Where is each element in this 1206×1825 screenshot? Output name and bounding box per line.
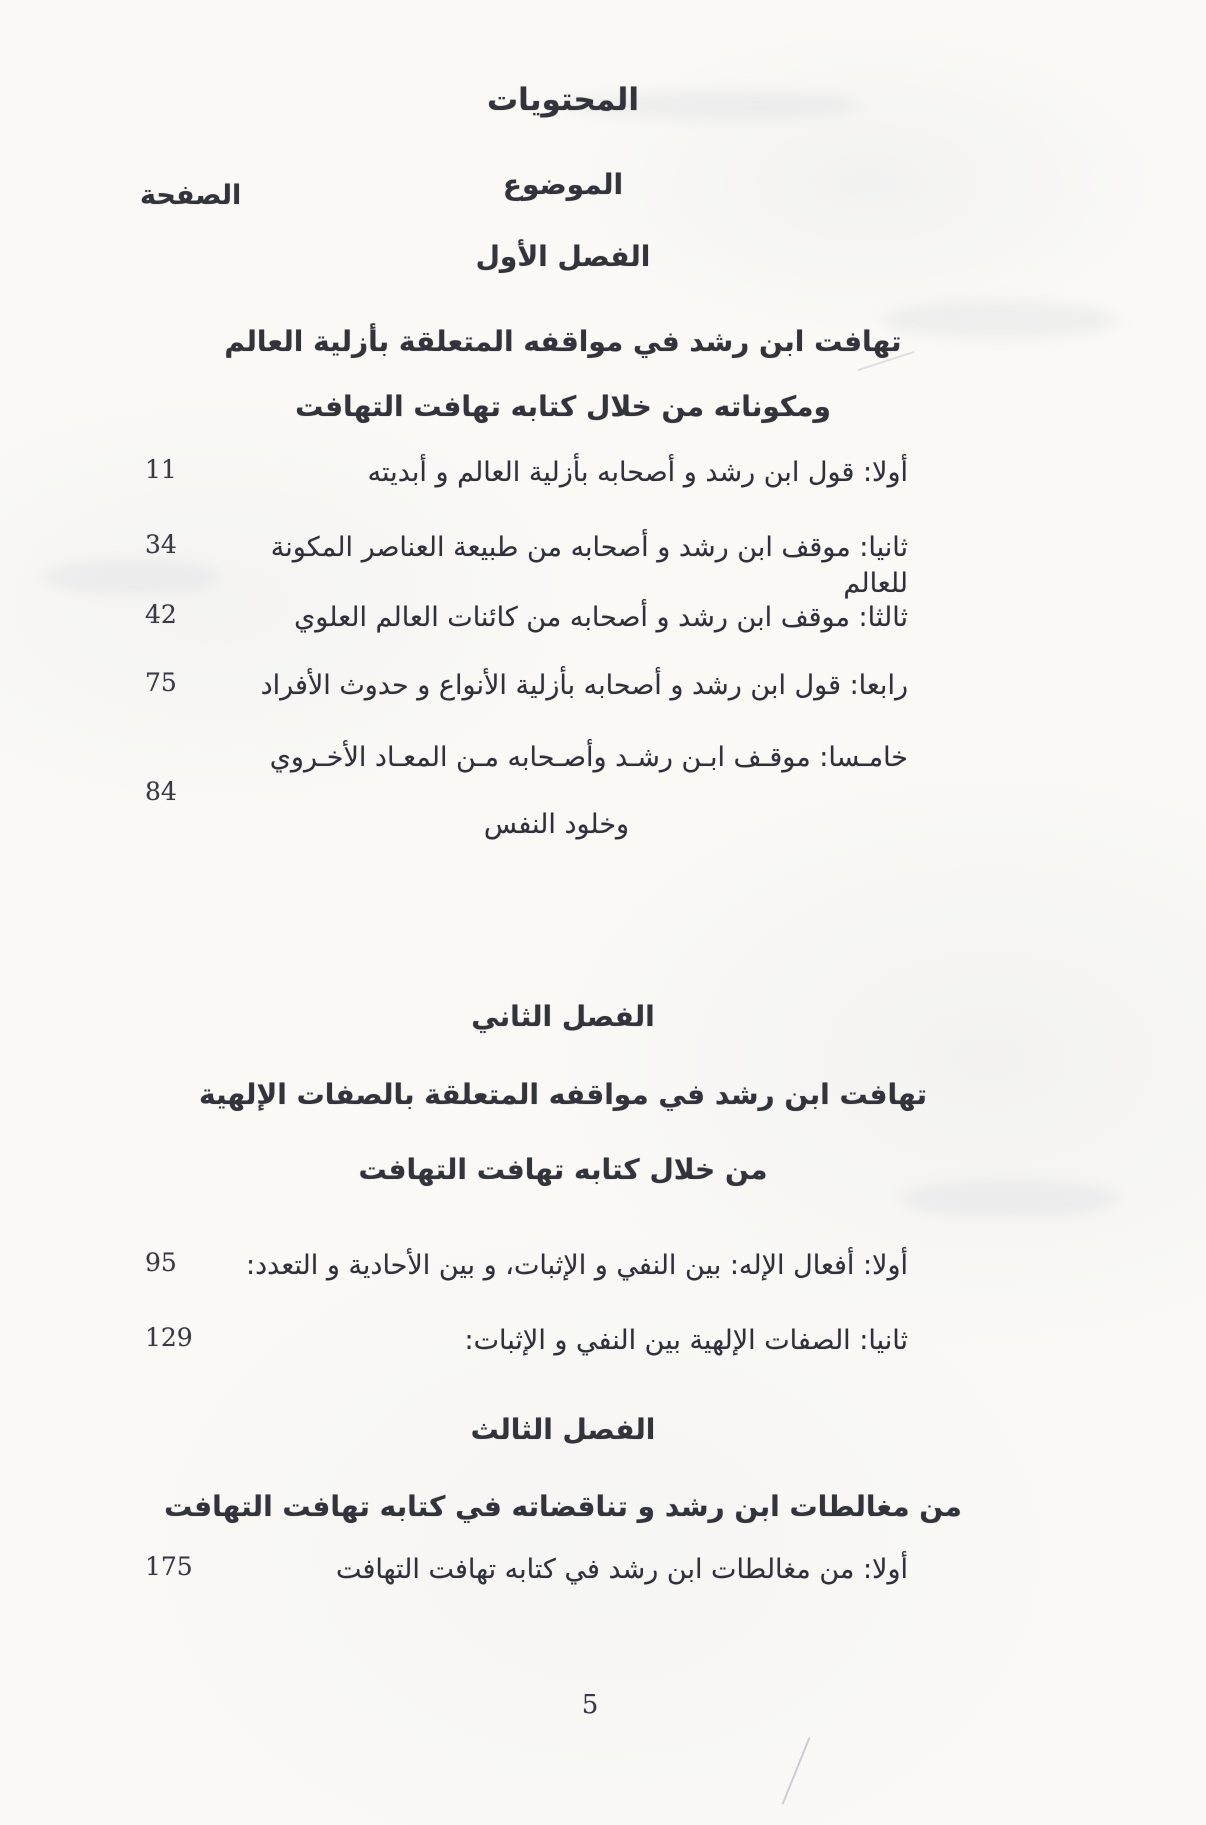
toc-entry bbox=[145, 455, 908, 491]
entry-page-number: 129 bbox=[145, 1323, 193, 1352]
column-header-page: الصفحة bbox=[140, 180, 242, 211]
chapter-2-heading: الفصل الثاني bbox=[471, 1000, 655, 1033]
toc-entry bbox=[145, 740, 908, 843]
chapter-1-subtitle-line-2: ومكوناته من خلال كتابه تهافت التهافت bbox=[295, 390, 831, 423]
entry-title: ثانيا: الصفات الإلهية بين النفي و الإثبات: bbox=[464, 1325, 908, 1356]
chapter-1-heading: الفصل الأول bbox=[475, 240, 651, 273]
entry-title: أولا: قول ابن رشد و أصحابه بأزلية العالم و أبديته bbox=[367, 457, 908, 488]
entry-title: رابعا: قول ابن رشد و أصحابه بأزلية الأنواع و حدوث الأفراد bbox=[260, 670, 908, 701]
chapter-2-subtitle-line-2: من خلال كتابه تهافت التهافت bbox=[358, 1153, 768, 1186]
entry-page-number: 75 bbox=[145, 668, 177, 697]
entry-title: أولا: من مغالطات ابن رشد في كتابه تهافت التهافت bbox=[335, 1554, 908, 1585]
chapter-3-subtitle-line-1: من مغالطات ابن رشد و تناقضاته في كتابه تهافت التهافت bbox=[164, 1490, 962, 1523]
toc-entry bbox=[145, 600, 908, 636]
entry-title-line-1: خامـسا: موقـف ابـن رشـد وأصـحابه مـن المعـاد الأخـروي bbox=[269, 742, 908, 773]
entry-page-number: 84 bbox=[145, 777, 177, 806]
page-title: المحتويات bbox=[487, 82, 639, 118]
entry-page-number: 11 bbox=[145, 455, 177, 484]
chapter-1-subtitle-line-1: تهافت ابن رشد في مواقفه المتعلقة بأزلية العالم bbox=[224, 325, 902, 358]
chapter-3-heading: الفصل الثالث bbox=[470, 1413, 656, 1446]
entry-title: ثانيا: موقف ابن رشد و أصحابه من طبيعة العناصر المكونة للعالم bbox=[270, 532, 908, 599]
toc-entry bbox=[145, 1552, 908, 1588]
column-header-topic: الموضوع bbox=[502, 168, 624, 201]
entry-page-number: 34 bbox=[145, 530, 177, 559]
entry-title-line-2: وخلود النفس bbox=[483, 809, 630, 840]
entry-page-number: 95 bbox=[145, 1248, 177, 1277]
toc-entry bbox=[145, 530, 908, 602]
entry-title: ثالثا: موقف ابن رشد و أصحابه من كائنات العالم العلوي bbox=[294, 602, 908, 633]
toc-entry bbox=[145, 668, 908, 704]
scan-scratch-line bbox=[782, 1737, 811, 1805]
entry-page-number: 42 bbox=[145, 600, 177, 629]
folio-page-number: 5 bbox=[581, 1690, 599, 1720]
entry-page-number: 175 bbox=[145, 1552, 193, 1581]
toc-entry bbox=[145, 1248, 908, 1284]
entry-title bbox=[205, 740, 908, 843]
entry-title: أولا: أفعال الإله: بين النفي و الإثبات، و بين الأحادية و التعدد: bbox=[246, 1250, 908, 1281]
toc-entry bbox=[145, 1323, 908, 1359]
chapter-2-subtitle-line-1: تهافت ابن رشد في مواقفه المتعلقة بالصفات الإلهية bbox=[199, 1078, 927, 1111]
